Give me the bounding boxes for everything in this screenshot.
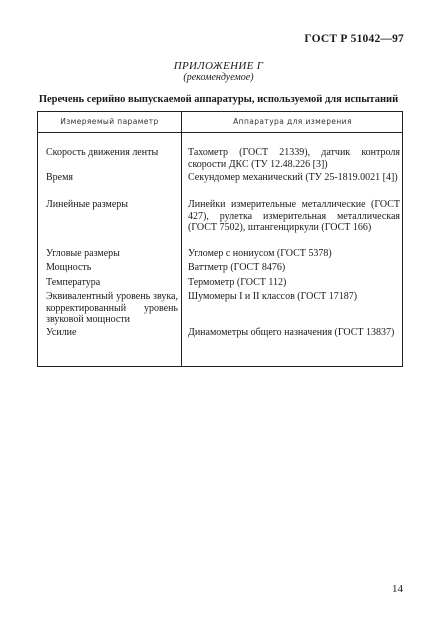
- row-equipment: Термометр (ГОСТ 112): [188, 277, 287, 288]
- row-parameter: Угловые размеры: [46, 248, 120, 259]
- row-equipment: Угломер с нониусом (ГОСТ 5378): [188, 248, 332, 259]
- row-parameter: Время: [46, 172, 74, 183]
- row-parameter: Скорость движения ленты: [46, 147, 159, 158]
- row-equipment: Линейки измерительные металлические (ГОСТ 427), рулетка измерительная металлическая (ГОСТ 7502), штангенциркули (ГОСТ 166): [188, 199, 400, 233]
- row-parameter: Эквивалентный уровень звука, корректированный уровень звуковой мощности: [46, 291, 178, 325]
- page-number: 14: [392, 583, 403, 595]
- header-parameter: Измеряемый параметр: [60, 117, 159, 126]
- table-header: [38, 112, 402, 133]
- row-parameter: Усилие: [46, 327, 77, 338]
- row-parameter: Линейные размеры: [46, 199, 129, 210]
- table-caption: Перечень серийно выпускаемой аппаратуры, используемой для испытаний: [38, 94, 399, 105]
- column-divider: [181, 112, 182, 366]
- appendix-title: ПРИЛОЖЕНИЕ Г: [173, 60, 264, 72]
- appendix-note: (рекомендуемое): [183, 72, 254, 83]
- row-equipment: Ваттметр (ГОСТ 8476): [188, 262, 286, 273]
- equipment-table: [37, 111, 403, 367]
- row-parameter: Температура: [46, 277, 101, 288]
- header-equipment: Аппаратура для измерения: [233, 117, 352, 126]
- row-parameter: Мощность: [46, 262, 92, 273]
- row-equipment: Шумомеры I и II классов (ГОСТ 17187): [188, 291, 358, 302]
- row-equipment: Секундомер механический (ТУ 25-1819.0021 [4]): [188, 172, 398, 183]
- row-equipment: Тахометр (ГОСТ 21339), датчик контроля скорости ДКС (ТУ 12.48.226 [3]): [188, 147, 400, 170]
- row-equipment: Динамометры общего назначения (ГОСТ 13837): [188, 327, 395, 338]
- standard-code: ГОСТ Р 51042—97: [304, 33, 404, 45]
